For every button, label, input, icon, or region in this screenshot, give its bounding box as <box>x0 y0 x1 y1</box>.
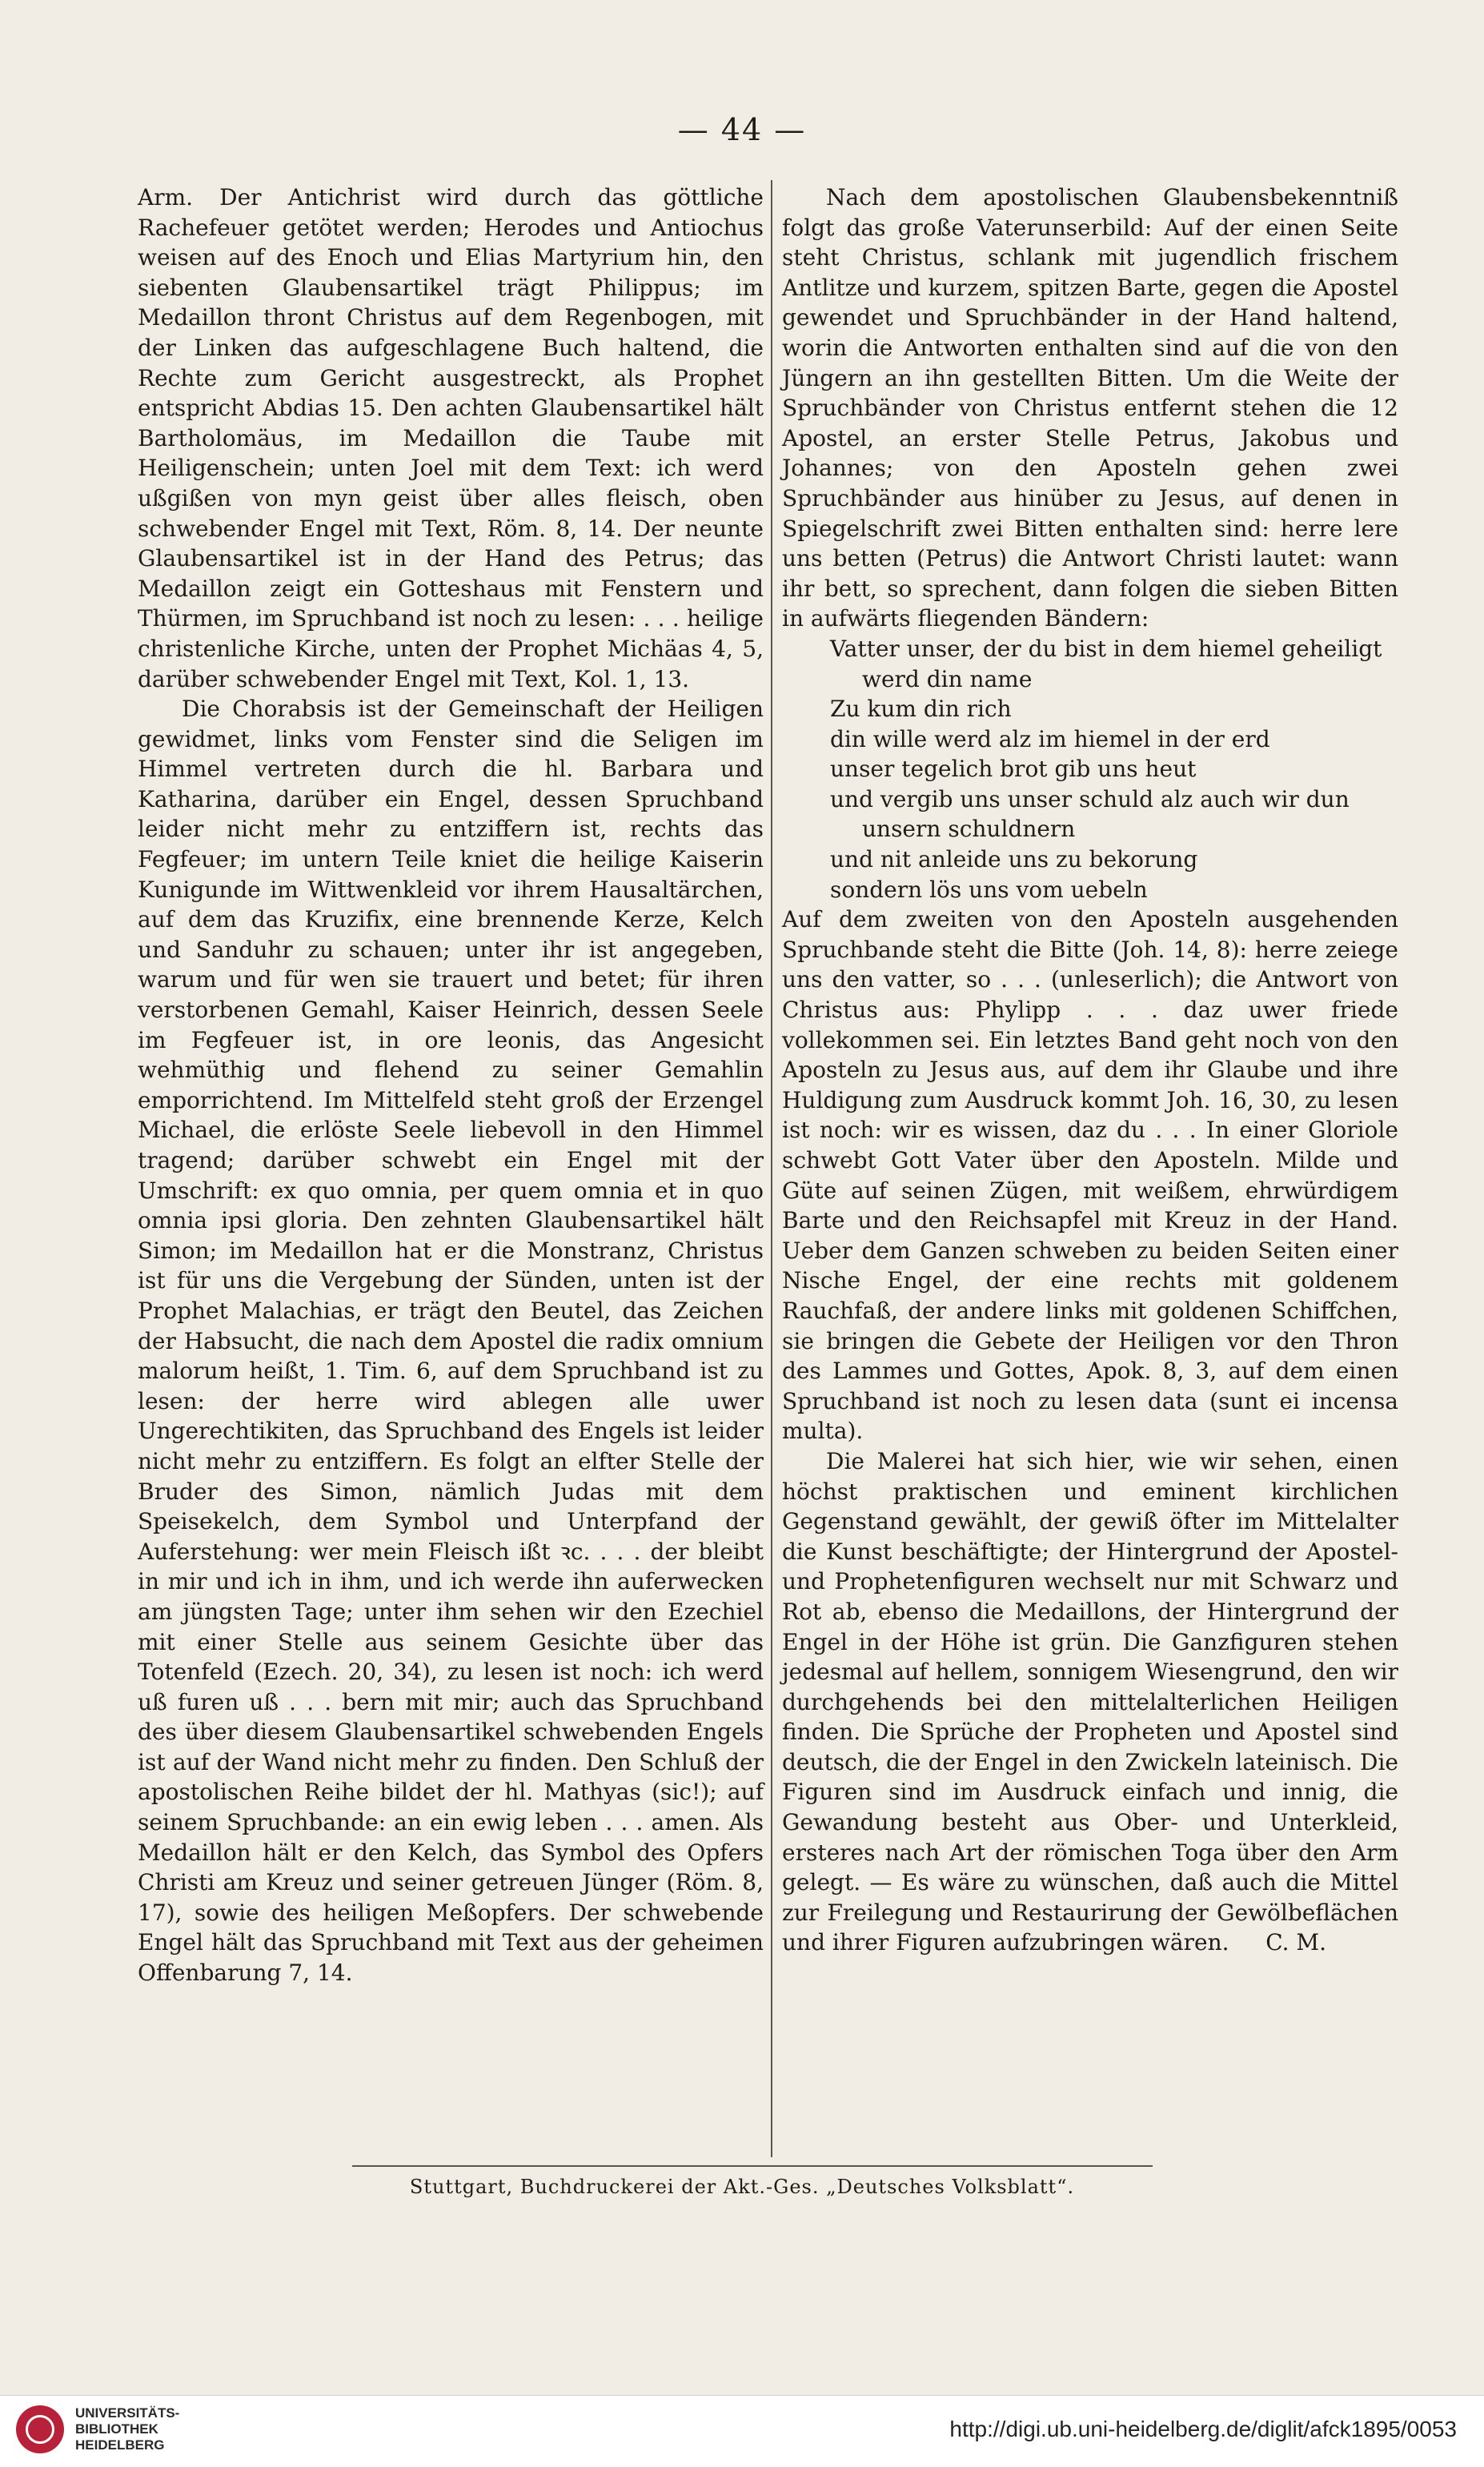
author-signature: C. M. <box>1265 1929 1326 1956</box>
printer-imprint: Stuttgart, Buchdruckerei der Akt.-Ges. „Deutsches Volksblatt“. <box>409 2176 1075 2198</box>
prayer-line: unser tegelich brot gib uns heut <box>830 756 1197 783</box>
library-footer-bar <box>0 2395 1484 2467</box>
paragraph: Die Malerei hat sich hier, wie wir sehen, einen höchst praktischen und eminent kirchlichen Gegenstand gewählt, der gewiß öfter im Mittelalter die Kunst beschäftigte; der Hintergrund der Apostel- und Prophetenfiguren wechselt nur mit Schwarz und Rot ab, ebenso die Medaillons, der Hintergrund der Engel in der Höhe ist grün. Die Ganzfiguren stehen jedesmal auf hellem, sonnigem Wiesengrund, den wir durchgehends bei den mittelalterlichen Heiligen finden. Die Sprüche der Propheten und Apostel sind deutsch, die der Engel in den Zwickeln lateinisch. Die Figuren sind im Ausdruck einfach und innig, die Gewandung besteht aus Ober- und Unterkleid, ersteres nach Art der römischen Toga über den Arm gelegt. — Es wäre zu wünschen, daß auch die Mittel zur Freilegung und Restaurirung der Gewölbeflächen und ihrer Figuren aufzubringen wären. <box>782 1447 1398 1956</box>
prayer-line: Vatter unser, der du bist in dem hiemel geheiligt werd din name <box>830 635 1382 692</box>
lords-prayer-verse <box>782 634 1398 905</box>
paragraph: Arm. Der Antichrist wird durch das göttliche Rachefeuer getötet werden; Herodes und Antiochus weisen auf des Enoch und Elias Martyrium hin, den siebenten Glaubensartikel trägt Philippus; im Medaillon thront Christus auf dem Regenbogen, mit der Linken das aufgeschlagene Buch haltend, die Rechte zum Gericht ausgestreckt, als Prophet entspricht Abdias 15. Den achten Glaubensartikel hält Bartholomäus, im Medaillon die Taube mit Heiligenschein; unten Joel mit dem Text: ich werd ußgißen von myn geist über alles fleisch, oben schwebender Engel mit Text, Röm. 8, 14. Der neunte Glaubensartikel ist in der Hand des Petrus; das Medaillon zeigt ein Gotteshaus mit Fenstern und Thürmen, im Spruchband ist noch zu lesen: . . . heilige christenliche Kirche, unten der Prophet Michäas 4, 5, darüber schwebender Engel mit Text, Kol. 1, 13. <box>138 184 764 692</box>
page-number: — 44 — <box>677 112 807 147</box>
prayer-line: din wille werd alz im hiemel in der erd <box>830 725 1270 752</box>
prayer-line: Zu kum din rich <box>830 696 1012 723</box>
right-column <box>782 183 1398 1958</box>
prayer-line: und nit anleide uns zu bekorung <box>830 846 1198 873</box>
library-logo[interactable] <box>16 2405 179 2453</box>
library-logo-text: UNIVERSITÄTS- BIBLIOTHEK HEIDELBERG <box>75 2405 180 2453</box>
prayer-line: und vergib uns unser schuld alz auch wir dun unsern schuldnern <box>830 785 1350 843</box>
paragraph: Auf dem zweiten von den Aposteln ausgehenden Spruchbande steht die Bitte (Joh. 14, 8): herre zeiege uns den vatter, so . . . (unleserlich); die Antwort von Christus aus: Phylipp . . . daz uwer friede vollekommen sei. Ein letztes Band geht noch von den Aposteln zu Jesus aus, auf dem ihr Glaube und ihre Huldigung zum Ausdruck kommt Joh. 16, 30, zu lesen ist noch: wir es wissen, daz du . . . In einer Gloriole schwebt Gott Vater über den Aposteln. Milde und Güte auf seinen Zügen, mit weißem, ehrwürdigem Barte und den Reichsapfel mit Kreuz in der Hand. Ueber dem Ganzen schweben zu beiden Seiten einer Nische Engel, der eine rechts mit goldenem Rauchfaß, der andere links mit goldenen Schiffchen, sie bringen die Gebete der Heiligen vor den Thron des Lammes und Gottes, Apok. 8, 3, auf dem einen Spruchband ist noch zu lesen data (sunt ei incensa multa). <box>782 906 1398 1445</box>
left-column <box>138 183 764 1988</box>
permalink-url[interactable]: http://digi.ub.uni-heidelberg.de/diglit/afck1895/0053 <box>949 2417 1457 2441</box>
paragraph: Nach dem apostolischen Glaubensbekenntniß folgt das große Vaterunserbild: Auf der einen Seite steht Christus, schlank mit jugendlich frischem Antlitze und kurzem, spitzen Barte, gegen die Apostel gewendet und Spruchbänder in der Hand haltend, worin die Antworten enthalten sind auf die von den Jüngern an ihn gestellten Bitten. Um die Weite der Spruchbänder von Christus entfernt stehen die 12 Apostel, an erster Stelle Petrus, Jakobus und Johannes; von den Aposteln gehen zwei Spruchbänder aus hinüber zu Jesus, auf denen in Spiegelschrift zwei Bitten enthalten sind: herre lere uns betten (Petrus) die Antwort Christi lautet: wann ihr bett, so sprechent, dann folgen die sieben Bitten in aufwärts fliegenden Bändern: <box>782 184 1398 632</box>
prayer-line: sondern lös uns vom uebeln <box>830 876 1148 903</box>
paragraph: Die Chorabsis ist der Gemeinschaft der Heiligen gewidmet, links vom Fenster sind die Seligen im Himmel vertreten durch die hl. Barbara und Katharina, darüber ein Engel, dessen Spruchband leider nicht mehr zu entziffern ist, rechts das Fegfeuer; im untern Teile kniet die heilige Kaiserin Kunigunde im Wittwenkleid vor ihrem Hausaltärchen, auf dem das Kruzifix, eine brennende Kerze, Kelch und Sanduhr zu schauen; unter ihr ist angegeben, warum und für wen sie trauert und betet; für ihren verstorbenen Gemahl, Kaiser Heinrich, dessen Seele im Fegfeuer ist, in ore leonis, das Angesicht wehmüthig und flehend zu seiner Gemahlin emporrichtend. Im Mittelfeld steht groß der Erzengel Michael, die erlöste Seele liebevoll in den Himmel tragend; darüber schwebt ein Engel mit der Umschrift: ex quo omnia, per quem omnia et in quo omnia ipsi gloria. Den zehnten Glaubensartikel hält Simon; im Medaillon hat er die Monstranz, Christus ist für uns die Vergebung der Sünden, unten ist der Prophet Malachias, er trägt den Beutel, das Zeichen der Habsucht, die nach dem Apostel die radix omnium malorum heißt, 1. Tim. 6, auf dem Spruchband ist zu lesen: der herre wird ablegen alle uwer Ungerechtikiten, das Spruchband des Engels ist leider nicht mehr zu entziffern. Es folgt an elfter Stelle der Bruder des Simon, nämlich Judas mit dem Speisekelch, dem Symbol und Unterpfand der Auferstehung: wer mein Fleisch ißt ꝛc. . . . der bleibt in mir und ich in ihm, und ich werde ihn auferwecken am jüngsten Tage; unter ihm sehen wir den Ezechiel mit einer Stelle aus seinem Gesichte über das Totenfeld (Ezech. 20, 34), zu lesen ist noch: ich werd uß furen uß . . . bern mit mir; auch das Spruchband des über diesem Glaubensartikel schwebenden Engels ist auf der Wand nicht mehr zu finden. Den Schluß der apostolischen Reihe bildet der hl. Mathyas (sic!); auf seinem Spruchbande: an ein ewig leben . . . amen. Als Medaillon hält er den Kelch, das Symbol des Opfers Christi am Kreuz und seiner getreuen Jünger (Röm. 8, 17), sowie des heiligen Meßopfers. Der schwebende Engel hält das Spruchband mit Text aus der geheimen Offenbarung 7, 14. <box>138 696 764 1987</box>
footer-divider <box>352 2165 1153 2167</box>
column-divider <box>771 180 772 2157</box>
university-seal-icon <box>16 2405 64 2453</box>
